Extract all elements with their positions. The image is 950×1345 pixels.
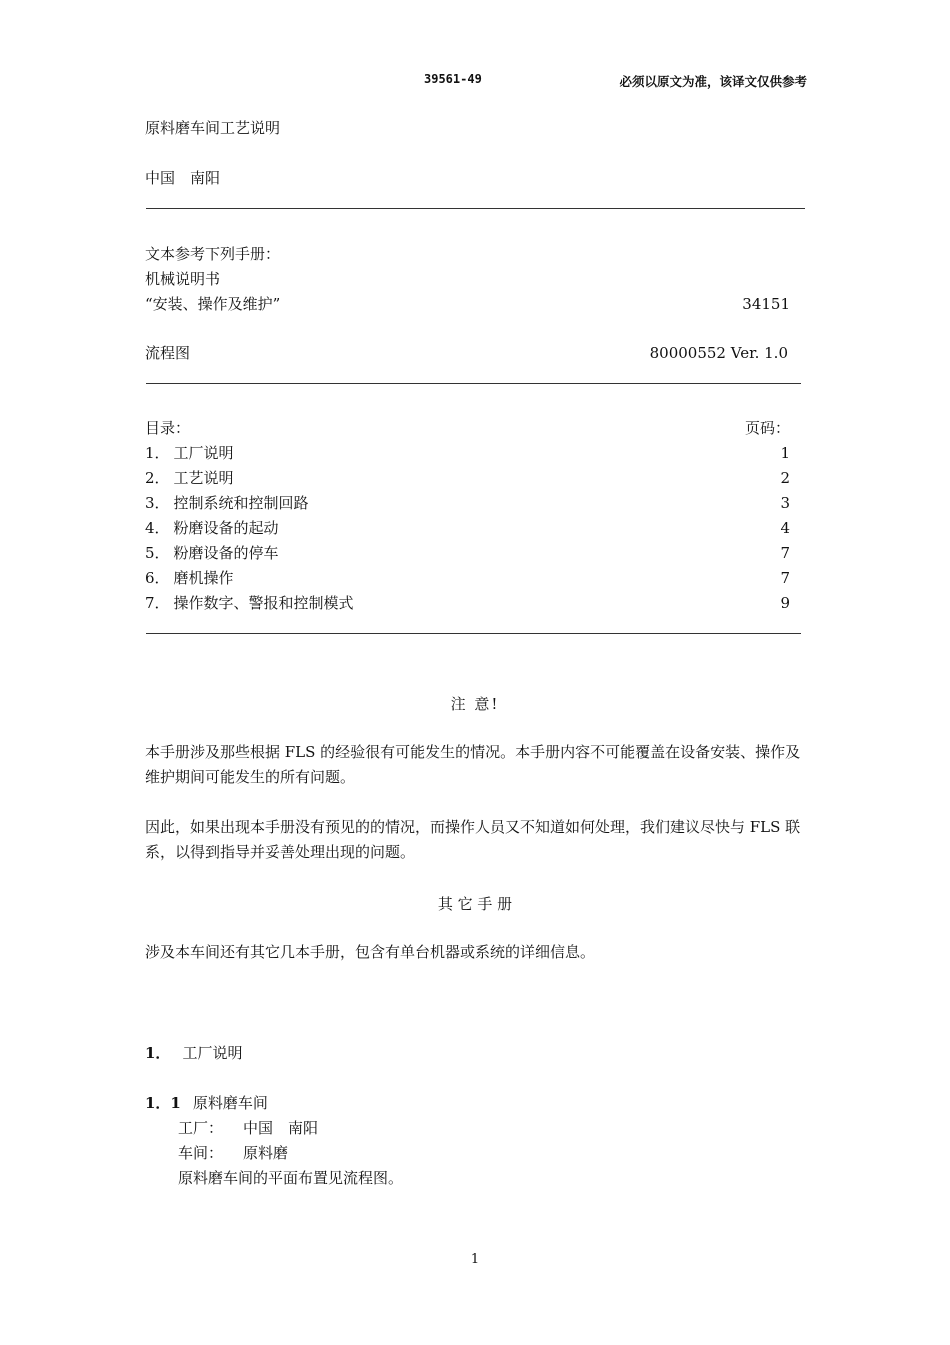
layout-note: 原料磨车间的平面布置见流程图。 bbox=[178, 1169, 404, 1187]
toc-item-label: 工艺说明 bbox=[173, 469, 234, 487]
toc-item bbox=[145, 443, 234, 463]
section-title: 工厂说明 bbox=[182, 1044, 243, 1062]
toc-page-heading: 页码： bbox=[744, 419, 790, 437]
toc-item-number: 6． bbox=[145, 569, 170, 587]
plant-label: 工厂： bbox=[178, 1119, 224, 1137]
toc-item-page: 3 bbox=[780, 494, 790, 512]
toc-item-page: 9 bbox=[780, 594, 790, 612]
divider bbox=[146, 383, 801, 384]
divider bbox=[146, 633, 801, 634]
toc-item-number: 4． bbox=[145, 519, 170, 537]
subsection-title: 原料磨车间 bbox=[192, 1094, 268, 1112]
toc-item-label: 操作数字、警报和控制模式 bbox=[173, 594, 354, 612]
document-title: 原料磨车间工艺说明 bbox=[145, 119, 281, 137]
subsection-number: 1．1 bbox=[145, 1094, 181, 1112]
toc-item-page: 2 bbox=[780, 469, 790, 487]
toc-item-page: 7 bbox=[780, 569, 790, 587]
notice-heading: 注 意! bbox=[450, 695, 500, 713]
workshop-row bbox=[178, 1143, 288, 1163]
notice-paragraph: 本手册涉及那些根据 FLS 的经验很有可能发生的情况。本手册内容不可能覆盖在设备安装、操作及维护期间可能发生的所有问题。 bbox=[145, 743, 801, 786]
notice-paragraph: 因此，如果出现本手册没有预见的的情况，而操作人员又不知道如何处理，我们建议尽快与 FLS 联系，以得到指导并妥善处理出现的问题。 bbox=[145, 818, 801, 861]
toc-item-label: 控制系统和控制回路 bbox=[173, 494, 309, 512]
toc-item bbox=[145, 568, 234, 588]
toc-item bbox=[145, 493, 309, 513]
translation-disclaimer: 必须以原文为准，该译文仅供参考 bbox=[619, 74, 807, 89]
workshop-value: 原料磨 bbox=[243, 1144, 289, 1162]
flowchart-number: 80000552 Ver. 1.0 bbox=[649, 344, 788, 362]
toc-item-label: 工厂说明 bbox=[173, 444, 234, 462]
section-heading bbox=[145, 1043, 242, 1063]
toc-item-number: 3． bbox=[145, 494, 170, 512]
page-number: 1 bbox=[470, 1252, 480, 1267]
plant-value: 中国 南阳 bbox=[243, 1119, 319, 1137]
plant-row bbox=[178, 1118, 318, 1138]
divider bbox=[146, 208, 805, 209]
manual-number: 34151 bbox=[742, 295, 790, 313]
document-number: 39561-49 bbox=[424, 72, 482, 86]
toc-item-number: 7． bbox=[145, 594, 170, 612]
section-number: 1． bbox=[145, 1044, 171, 1062]
toc-item-label: 粉磨设备的起动 bbox=[173, 519, 279, 537]
references-intro: 文本参考下列手册： bbox=[145, 245, 281, 263]
other-manuals-text: 涉及本车间还有其它几本手册，包含有单台机器或系统的详细信息。 bbox=[145, 943, 596, 961]
toc-item bbox=[145, 593, 354, 613]
toc-item bbox=[145, 543, 279, 563]
toc-item-number: 1． bbox=[145, 444, 170, 462]
location: 中国 南阳 bbox=[145, 169, 221, 187]
manual-name: 机械说明书 bbox=[145, 270, 221, 288]
manual-subtitle: “安装、操作及维护” bbox=[145, 295, 281, 313]
toc-item bbox=[145, 518, 279, 538]
toc-item-page: 4 bbox=[780, 519, 790, 537]
toc-item bbox=[145, 468, 234, 488]
flowchart-label: 流程图 bbox=[145, 344, 191, 362]
toc-item-number: 5． bbox=[145, 544, 170, 562]
toc-item-page: 1 bbox=[780, 444, 790, 462]
toc-item-label: 粉磨设备的停车 bbox=[173, 544, 279, 562]
toc-item-label: 磨机操作 bbox=[173, 569, 234, 587]
subsection-heading bbox=[145, 1093, 268, 1113]
toc-item-number: 2． bbox=[145, 469, 170, 487]
toc-heading: 目录： bbox=[145, 419, 191, 437]
workshop-label: 车间： bbox=[178, 1144, 224, 1162]
toc-item-page: 7 bbox=[780, 544, 790, 562]
other-manuals-heading: 其 它 手 册 bbox=[437, 895, 513, 913]
